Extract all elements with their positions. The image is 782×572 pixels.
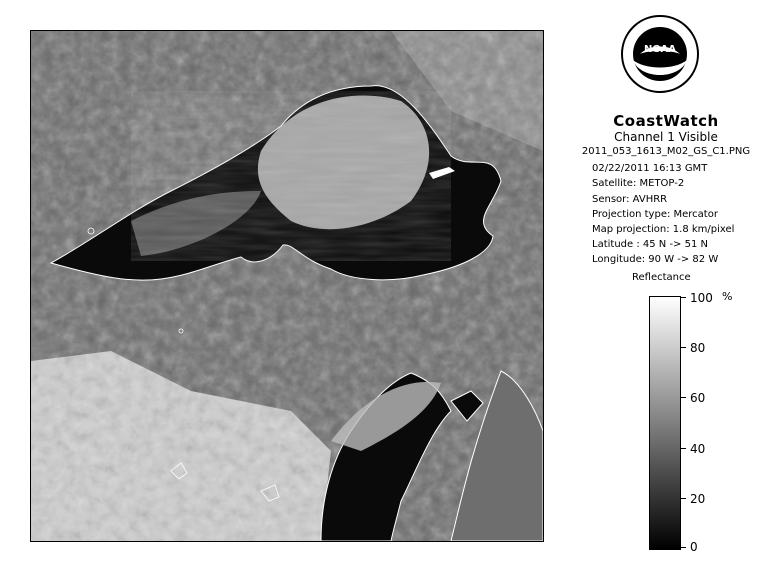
colorbar-tick [680, 347, 686, 348]
colorbar-tick-label: 100 [690, 291, 713, 305]
colorbar-tick-label: 20 [690, 492, 706, 506]
colorbar-tick [680, 448, 686, 449]
colorbar-tick [680, 498, 686, 499]
colorbar-tick-label: 80 [690, 341, 706, 355]
map-canvas [31, 31, 543, 541]
colorbar-tick [680, 547, 686, 548]
colorbar-tick [680, 297, 686, 298]
channel-title: Channel 1 Visible [614, 130, 718, 144]
longitude-range: Longitude: 90 W -> 82 W [592, 254, 719, 265]
colorbar-tick-label: 0 [690, 540, 698, 554]
satellite-info: Satellite: METOP-2 [592, 178, 685, 189]
projection-type: Projection type: Mercator [592, 209, 718, 220]
colorbar-title: Reflectance [632, 272, 691, 283]
latitude-range: Latitude : 45 N -> 51 N [592, 239, 708, 250]
noaa-seal [620, 14, 700, 94]
colorbar-unit: % [722, 290, 733, 303]
colorbar-gradient [649, 296, 681, 550]
file-name: 2011_053_1613_M02_GS_C1.PNG [581, 146, 751, 157]
sensor-info: Sensor: AVHRR [592, 194, 668, 205]
map-projection: Map projection: 1.8 km/pixel [592, 224, 735, 235]
colorbar-tick-label: 60 [690, 391, 706, 405]
colorbar-tick-label: 40 [690, 442, 706, 456]
satellite-image-map [30, 30, 544, 542]
svg-text:NOAA: NOAA [643, 44, 677, 55]
noaa-logo [620, 14, 700, 94]
brand-title: CoastWatch [613, 112, 719, 130]
colorbar-tick [680, 397, 686, 398]
date-time: 02/22/2011 16:13 GMT [592, 163, 708, 174]
